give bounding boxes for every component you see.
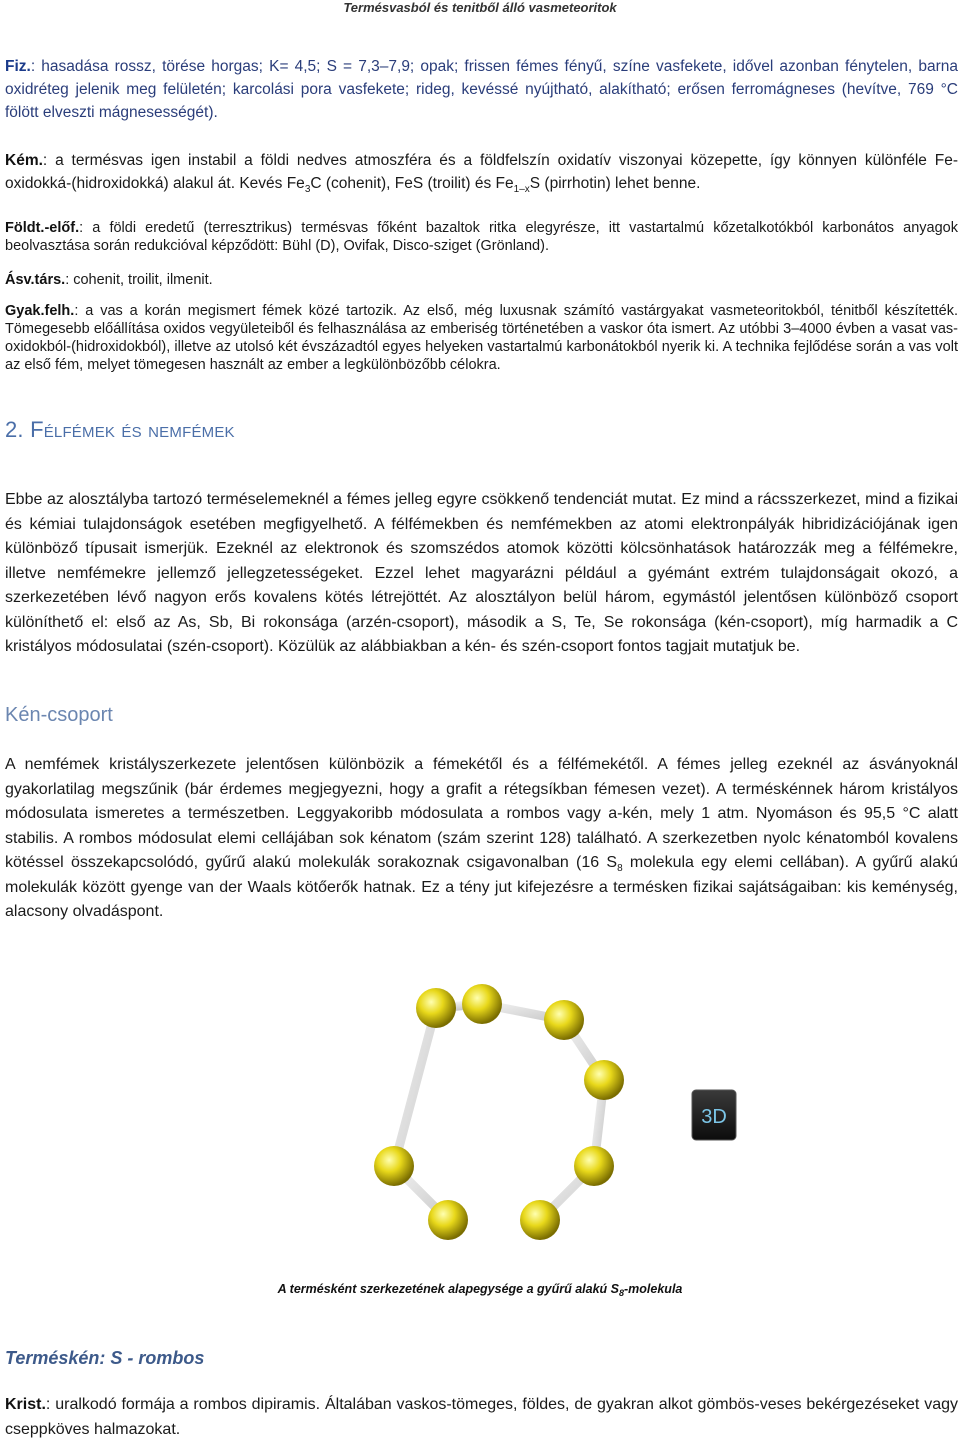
sulfur-atom xyxy=(428,1200,468,1240)
paragraph-ken: A nemfémek kristályszerkezete jelentősen különbözik a fémekétől és a félfémekétől. A fémes jelleg ezeknél az ásványoknál gyakorlatilag megszűnik (bár érdemes megjegyezni, hogy a grafit a rétegsíkban fémesen vezet). A terméskénnek három kristályos módosulata ismeretes a természetben. Leggyakoribb módosulata a rombos vagy a-kén, mely 1 atm. Nyomáson és 95,5 °C alatt stabilis. A rombos módosulat elemi cellájában sok kénatom (szám szerint 128) található. A szerkezetben nyolc kénatomból kovalens kötéssel összekapcsolódó, gyűrű alakú molekulák sorakoznak csigavonalban (16 $S_8$ molekula egy elemi cellában). A gyűrű alakú molekulák között gyenge van der Waals kötőerők hatnak. Ez a tény jut kifejezésre a termésken fizikai sajátságaiban: kis keménység, alacsony olvadáspont. xyxy=(5,756,959,920)
label-foldt: Földt.-előf. xyxy=(5,220,80,236)
s-s-bond xyxy=(394,1008,436,1166)
paragraph-gyak: Gyak.felh.: a vas a korán megismert fémek közé tartozik. Az első, még luxusnak számító vastárgyakat vasmeteoritokból, ténitből készítették. Tömegesebb előállítása oxidos vegyületeiből és felhasználása az emberiség történetében a vaskor óta ismert. Az utóbbi 3–4000 évben a vasat vas-oxidokból-(hidroxidokból), illetve az utolsó két évszázadtól egyes helyeken vastartalmú karbonátokból nyerik ki. A technika fejlődése során a vas volt az első fém, melyet tömegesen használt az ember a legkülönbözőbb célokra. xyxy=(5,303,958,373)
text-fiz: : hasadása rossz, törése horgas; K= 4,5; S = 7,3–7,9; opak; frissen fémes fényű, színe vasfekete, idővel azonban fénytelen, barna oxidréteg jelenik meg felületén; karcolási pora vasfekete; rideg, kevéssé nyújtható, alakítható; erősen ferromágneses (hevítve, 769 °C fölött elveszti mágnesességét). xyxy=(5,58,958,121)
running-header: Termésvasból és tenitből álló vasmeteoritok xyxy=(343,0,617,15)
sulfur-atom xyxy=(462,984,502,1024)
label-asv: Ásv.társ. xyxy=(5,272,66,288)
sulfur-atom xyxy=(574,1146,614,1186)
label-krist: Krist. xyxy=(5,1396,46,1413)
sulfur-atom xyxy=(584,1060,624,1100)
paragraph-intro: Ebbe az alosztályba tartozó terméselemeknél a fémes jelleg egyre csökkenő tendenciát mutat. Ez mind a rácsszerkezet, mind a fizikai és kémiai tulajdonságok esetében megfigyelhető. A félfémekben és nemfémekben az atomi elektronpályák hibridizációjának igen különböző típusait ismerjük. Ezeknél az elektronok és szomszédos atomok közötti kölcsönhatások határozzák meg a félfémekre, illetve nemfémekre jellemző jellegzetességeket. Ezzel lehet magyarázni például a gyémánt extrém tulajdonságait okozó, a szerkezetében lévő nagyon erős kovalens kötés létrejöttét. Az alosztályon belül három, egymástól jelentősen különböző csoport különíthető el: első az As, Sb, Bi rokonsága (arzén-csoport), második a S, Te, Se rokonsága (kén-csoport), míg harmadik a C kristályos módosulatai (szén-csoport). Közülük az alábbiakban a kén- és szén-csoport fontos tagjait mutatjuk be. xyxy=(5,491,958,655)
sulfur-atom xyxy=(544,1000,584,1040)
sulfur-atom xyxy=(520,1200,560,1240)
paragraph-asv: Ásv.társ.: cohenit, troilit, ilmenit. xyxy=(5,272,213,288)
label-kem: Kém. xyxy=(5,152,43,169)
paragraph-krist: Krist.: uralkodó formája a rombos dipiramis. Általában vaskos-tömeges, földes, de gyakran alkot gömbös-veses bekérgezéseket vagy cseppköves halmazokat. xyxy=(5,1396,958,1438)
mineral-heading: Terméskén: S - rombos xyxy=(5,1348,205,1368)
s8-molecule-figure xyxy=(340,970,740,1270)
subsection-heading: Kén-csoport xyxy=(5,704,113,726)
3d-badge[interactable] xyxy=(692,1090,736,1140)
3d-badge-label: 3D xyxy=(701,1106,727,1128)
sulfur-atom xyxy=(416,988,456,1028)
s8-ring-diagram xyxy=(340,970,740,1270)
label-gyak: Gyak.felh. xyxy=(5,303,75,319)
figure-caption: A termésként szerkezetének alapegysége a gyűrű alakú $S_8$-molekula xyxy=(277,1282,683,1298)
paragraph-fiz xyxy=(5,55,958,124)
paragraph-foldt: Földt.-előf.: a földi eredetű (terresztrikus) termésvas főként bazaltok ritka elegyrésze, itt vastartalmú kőzetalkotókból karbonátos anyagok beolvasztása során redukcióval képződött: Bühl (D), Ovifak, Disco-sziget (Grönland). xyxy=(5,220,958,254)
sulfur-atom xyxy=(374,1146,414,1186)
paragraph-kem: Kém.: a termésvas igen instabil a földi nedves atmoszféra és a földfelszín oxidatív viszonyai közepette, így könnyen különféle Fe-oxidokká-(hidroxidokká) alakul át. Kevés $Fe_3C$ (cohenit), FeS (troilit) és $Fe_{1-x}S$ (pirrhotin) lehet benne. xyxy=(5,152,958,195)
section-heading: 2. Félfémek és nemfémek xyxy=(5,417,235,442)
label-fiz: Fiz. xyxy=(5,58,31,75)
